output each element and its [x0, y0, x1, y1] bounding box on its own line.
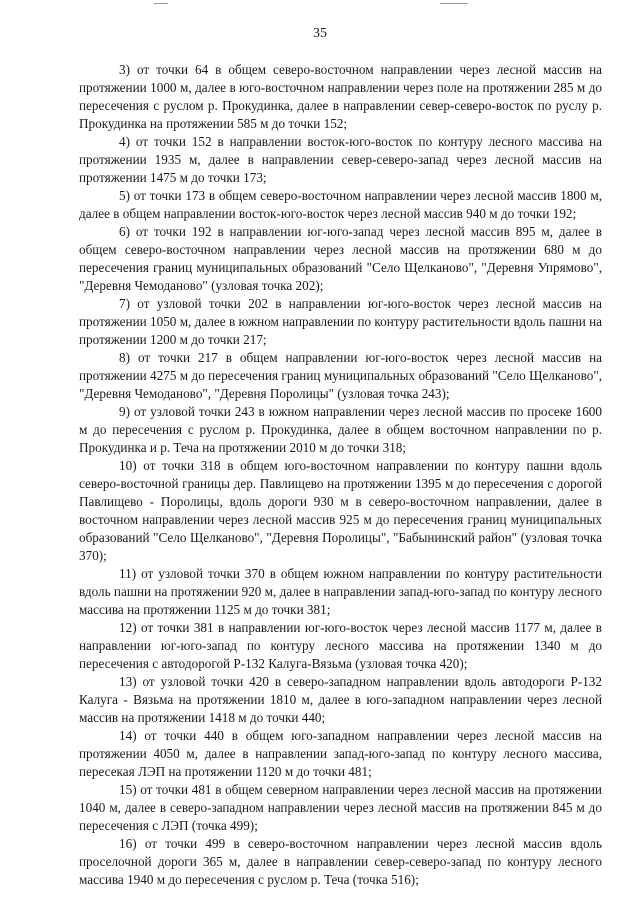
paragraph-10: 10) от точки 318 в общем юго-восточном направлении по контуру пашни вдоль северо-восточной границы дер. Павлищево на протяжении 1395 м до пересечения с дорогой Павлищево - Поролицы, вдоль дороги 930 м в северо-восточном направлении, далее в восточном направлении через лесной массив 925 м до пересечения границ муниципальных образований "Село Щелканово", "Деревня Поролицы", "Бабынинский район" (узловая точка 370); — [79, 458, 602, 563]
paragraph-3: 3) от точки 64 в общем северо-восточном направлении через лесной массив на протяжении 1000 м, далее в юго-восточном направлении через поле на протяжении 285 м до пересечения с руслом р. Прокудинка, далее в направлении север-северо-восток по руслу р. Прокудинка на протяжении 585 м до точки 152; — [79, 62, 602, 131]
paragraph-11: 11) от узловой точки 370 в общем южном направлении по контуру растительности вдоль пашни на протяжении 920 м, далее в направлении запад-юго-запад по контуру лесного массива на протяжении 1125 м до точки 381; — [79, 566, 602, 617]
paragraph-12: 12) от точки 381 в направлении юг-юго-восток через лесной массив 1177 м, далее в направлении юг-юго-запад по контуру лесного массива на протяжении 1340 м до пересечения с автодорогой Р-132 Калуга-Вязьма (узловая точка 420); — [79, 620, 602, 671]
scan-artifact-left — [154, 3, 168, 4]
paragraph-13: 13) от узловой точки 420 в северо-западном направлении вдоль автодороги Р-132 Калуга - Вязьма на протяжении 1810 м, далее в юго-западном направлении через лесной массив на протяжении 1418 м до точки 440; — [79, 674, 602, 725]
paragraph-6: 6) от точки 192 в направлении юг-юго-запад через лесной массив 895 м, далее в общем северо-восточном направлении через лесной массив на протяжении 680 м до пересечения границ муниципальных образований "Село Щелканово", "Деревня Упрямово", "Деревня Чемоданово" (узловая точка 202); — [79, 224, 602, 293]
paragraph-5: 5) от точки 173 в общем северо-восточном направлении через лесной массив 1800 м, далее в общем направлении восток-юго-восток через лесной массив 940 м до точки 192; — [79, 188, 602, 221]
paragraph-7: 7) от узловой точки 202 в направлении юг-юго-восток через лесной массив на протяжении 1050 м, далее в южном направлении по контуру растительности вдоль пашни на протяжении 1200 м до точки 217; — [79, 296, 602, 347]
scan-artifact-right — [440, 3, 468, 4]
paragraph-4: 4) от точки 152 в направлении восток-юго-восток по контуру лесного массива на протяжении 1935 м, далее в направлении север-северо-запад через лесной массив на протяжении 1475 м до точки 173; — [79, 134, 602, 185]
document-body — [79, 61, 602, 889]
paragraph-9: 9) от узловой точки 243 в южном направлении через лесной массив по просеке 1600 м до пересечения с руслом р. Прокудинка, далее в общем восточном направлении по р. Прокудинка и р. Теча на протяжении 2010 м до точки 318; — [79, 404, 602, 455]
paragraph-8: 8) от точки 217 в общем направлении юг-юго-восток через лесной массив на протяжении 4275 м до пересечения границ муниципальных образований "Село Щелканово", "Деревня Чемоданово", "Деревня Поролицы" (узловая точка 243); — [79, 350, 602, 401]
paragraph-15: 15) от точки 481 в общем северном направлении через лесной массив на протяжении 1040 м, далее в северо-западном направлении через лесной массив на протяжении 845 м до пересечения с ЛЭП (точка 499); — [79, 782, 602, 833]
paragraph-16: 16) от точки 499 в северо-восточном направлении через лесной массив вдоль проселочной дороги 365 м, далее в направлении север-северо-запад по контуру лесного массива 1940 м до пересечения с руслом р. Теча (точка 516); — [79, 836, 602, 887]
page-number: 35 — [313, 26, 327, 41]
paragraph-14: 14) от точки 440 в общем юго-западном направлении через лесной массив на протяжении 4050 м, далее в направлении запад-юго-запад по контуру лесного массива, пересекая ЛЭП на протяжении 1120 м до точки 481; — [79, 728, 602, 779]
